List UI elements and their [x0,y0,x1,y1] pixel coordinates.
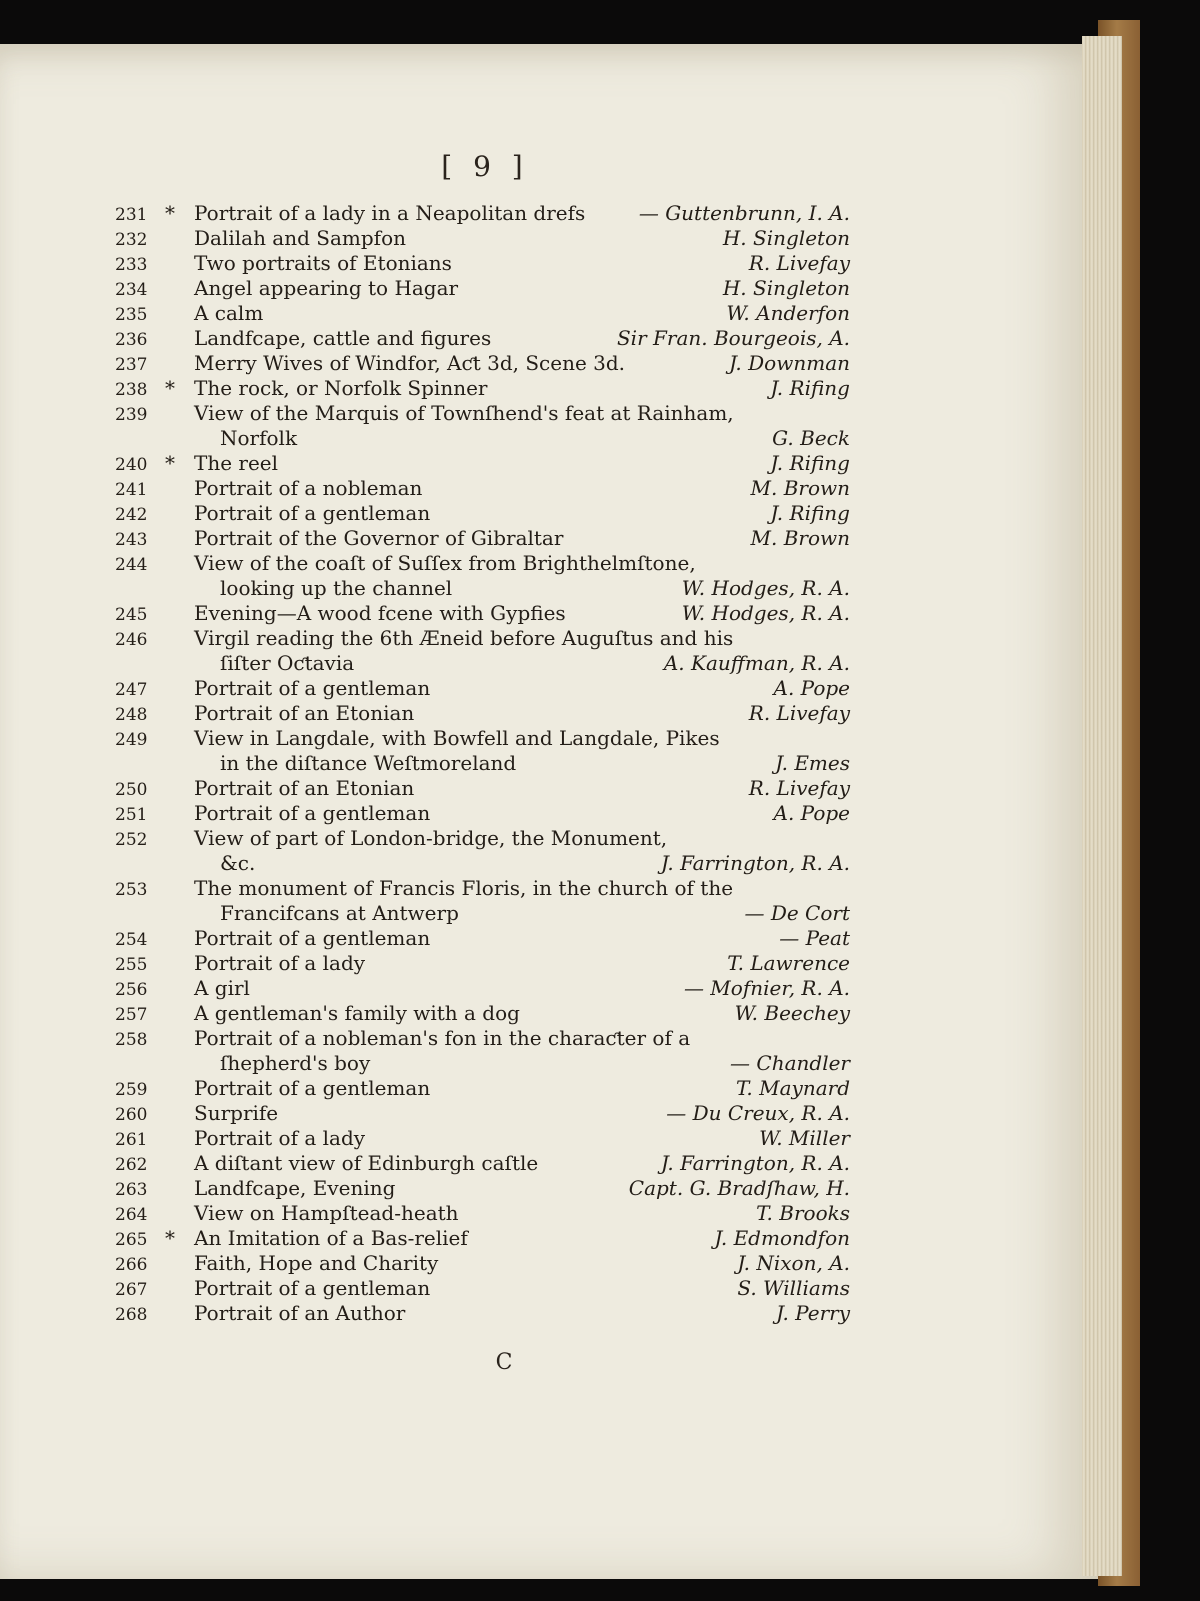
entry-artist: — De Cort [744,901,850,925]
entry-number: 267 [115,1280,148,1300]
catalogue-entry [110,500,850,526]
entry-title: Landfcape, cattle and figures [194,326,492,350]
entry-artist: J. Farrington, R. A. [660,851,850,875]
catalogue-entry-continuation [110,650,850,676]
entry-artist: A. Pope [773,801,850,825]
entry-title: Portrait of a nobleman's fon in the charaƈter of a [194,1026,691,1050]
entry-number: 258 [115,1030,148,1050]
entry-artist: — Chandler [730,1051,850,1075]
entry-number: 249 [115,730,148,750]
entry-artist: J. Emes [775,751,850,775]
entry-asterisk: * [165,201,175,225]
catalogue-entry [110,1150,850,1176]
entry-artist: T. Brooks [756,1201,850,1225]
entry-number: 231 [115,205,148,225]
entry-number: 265 [115,1230,148,1250]
entry-number: 245 [115,605,148,625]
entry-number: 243 [115,530,148,550]
catalogue-entry [110,875,850,901]
entry-artist: H. Singleton [722,226,850,250]
entry-number: 240 [115,455,148,475]
entry-artist: Sir Fran. Bourgeois, A. [616,326,850,350]
entry-title: Surprife [194,1101,279,1125]
entry-title: Evening—A wood fcene with Gypfies [194,601,566,625]
entry-artist: R. Livefay [748,251,850,275]
catalogue-entry [110,975,850,1001]
entry-number: 244 [115,555,148,575]
entry-number: 238 [115,380,148,400]
entry-title: Angel appearing to Hagar [194,276,459,300]
entry-title: Portrait of a lady [194,1126,366,1150]
entry-artist: J. Rifing [770,501,850,525]
entry-title: Norfolk [220,426,298,450]
entry-title: Portrait of an Author [194,1301,406,1325]
entry-title: looking up the channel [220,576,453,600]
entry-number: 262 [115,1155,148,1175]
entry-artist: S. Williams [737,1276,850,1300]
entry-artist: J. Edmondfon [714,1226,850,1250]
entry-title: A diſtant view of Edinburgh caſtle [194,1151,539,1175]
entry-artist: R. Livefay [748,776,850,800]
catalogue-entry [110,950,850,976]
catalogue-entry [110,1175,850,1201]
catalogue-entry-continuation [110,750,850,776]
entry-artist: — Mofnier, R. A. [683,976,850,1000]
catalogue-entry [110,625,850,651]
catalogue-entry-continuation [110,425,850,451]
entry-artist: T. Lawrence [727,951,850,975]
entry-title: View on Hampſtead-heath [194,1201,459,1225]
entry-artist: J. Rifing [770,376,850,400]
entry-title: ſiſter Oƈtavia [220,651,355,675]
signature-mark: C [495,1350,513,1375]
entry-artist: G. Beck [772,426,850,450]
entry-title: Landfcape, Evening [194,1176,396,1200]
entry-number: 236 [115,330,148,350]
entry-artist: W. Beechey [734,1001,850,1025]
entry-number: 251 [115,805,148,825]
entry-artist: T. Maynard [736,1076,850,1100]
catalogue-entry [110,300,850,326]
entry-artist: — Guttenbrunn, I. A. [638,201,850,225]
catalogue-entry [110,1100,850,1126]
entry-number: 237 [115,355,148,375]
catalogue-entry [110,1300,850,1326]
entry-title: &c. [220,851,256,875]
entry-number: 257 [115,1005,148,1025]
catalogue-entry [110,1000,850,1026]
entry-number: 261 [115,1130,148,1150]
entry-title: in the diſtance Weſtmoreland [220,751,517,775]
catalogue-entry [110,1200,850,1226]
entry-number: 232 [115,230,148,250]
entry-artist: W. Miller [759,1126,850,1150]
catalogue-entry [110,800,850,826]
catalogue-entry [110,450,850,476]
entry-asterisk: * [165,451,175,475]
entry-title: Portrait of a gentleman [194,676,431,700]
catalogue-entry-continuation [110,850,850,876]
catalogue-entry-continuation [110,1050,850,1076]
catalogue-entry [110,200,850,226]
entry-title: View of the coaſt of Suſſex from Brighthelmſtone, [194,551,696,575]
entry-title: Virgil reading the 6th Æneid before Auguſtus and his [194,626,734,650]
entry-artist: — Du Creux, R. A. [666,1101,850,1125]
entry-number: 253 [115,880,148,900]
entry-title: An Imitation of a Bas-relief [194,1226,468,1250]
entry-title: Portrait of a lady [194,951,366,975]
catalogue-entry [110,250,850,276]
catalogue-entry [110,1025,850,1051]
entry-artist: J. Nixon, A. [737,1251,850,1275]
entry-title: Portrait of a gentleman [194,926,431,950]
entry-artist: J. Rifing [770,451,850,475]
entry-title: Two portraits of Etonians [194,251,452,275]
entry-number: 254 [115,930,148,950]
entry-number: 233 [115,255,148,275]
entry-title: Portrait of a gentleman [194,501,431,525]
entry-title: Portrait of a gentleman [194,1076,431,1100]
entry-number: 241 [115,480,148,500]
catalogue-entry [110,375,850,401]
entry-title: The reel [194,451,279,475]
entry-number: 260 [115,1105,148,1125]
catalogue-entry-continuation [110,900,850,926]
catalogue-entry [110,1275,850,1301]
entry-title: ſhepherd's boy [220,1051,371,1075]
entry-number: 263 [115,1180,148,1200]
entry-title: Portrait of a nobleman [194,476,423,500]
entry-title: The rock, or Norfolk Spinner [194,376,488,400]
entry-artist: J. Farrington, R. A. [660,1151,850,1175]
entry-number: 234 [115,280,148,300]
catalogue-entry [110,600,850,626]
entry-number: 268 [115,1305,148,1325]
entry-title: Portrait of a gentleman [194,801,431,825]
entry-asterisk: * [165,376,175,400]
catalogue-entry [110,925,850,951]
catalogue-entry-continuation [110,575,850,601]
entry-title: The monument of Francis Floris, in the church of the [194,876,734,900]
entry-title: Portrait of a gentleman [194,1276,431,1300]
entry-title: Dalilah and Sampfon [194,226,406,250]
entry-artist: H. Singleton [722,276,850,300]
entry-number: 246 [115,630,148,650]
entry-number: 247 [115,680,148,700]
catalogue-entry [110,225,850,251]
entry-number: 266 [115,1255,148,1275]
entry-title: View in Langdale, with Bowfell and Langdale, Pikes [194,726,720,750]
catalogue-entry [110,1075,850,1101]
entry-title: A girl [194,976,250,1000]
catalogue-entry [110,325,850,351]
entry-number: 255 [115,955,148,975]
entry-artist: J. Perry [776,1301,850,1325]
catalogue-entry [110,475,850,501]
entry-title: Portrait of a lady in a Neapolitan drefs [194,201,586,225]
entry-artist: — Peat [779,926,850,950]
catalogue-entry [110,1225,850,1251]
entry-artist: J. Downman [728,351,850,375]
entry-asterisk: * [165,1226,175,1250]
entry-number: 256 [115,980,148,1000]
catalogue-entry [110,825,850,851]
catalogue-entry [110,550,850,576]
entry-number: 242 [115,505,148,525]
catalogue-entry [110,275,850,301]
entry-artist: Capt. G. Bradſhaw, H. [628,1176,850,1200]
entry-artist: W. Hodges, R. A. [681,601,850,625]
catalogue-entry [110,1250,850,1276]
catalogue-entry [110,700,850,726]
catalogue-entry [110,350,850,376]
entry-number: 259 [115,1080,148,1100]
entry-artist: M. Brown [750,476,850,500]
entry-title: View of part of London-bridge, the Monument, [194,826,668,850]
entry-title: A calm [194,301,264,325]
entry-artist: W. Anderfon [726,301,850,325]
catalogue-entry [110,525,850,551]
entry-title: Francifcans at Antwerp [220,901,459,925]
entry-title: Portrait of an Etonian [194,776,415,800]
catalogue-entry [110,725,850,751]
entry-artist: M. Brown [750,526,850,550]
catalogue-entry [110,1125,850,1151]
entry-title: Portrait of an Etonian [194,701,415,725]
catalogue-entry [110,775,850,801]
page-number: [ 9 ] [441,150,529,183]
catalogue-entry [110,675,850,701]
entry-number: 250 [115,780,148,800]
entry-title: View of the Marquis of Townſhend's feat at Rainham, [194,401,734,425]
entry-title: Faith, Hope and Charity [194,1251,439,1275]
entry-number: 248 [115,705,148,725]
entry-title: A gentleman's family with a dog [194,1001,520,1025]
entry-artist: W. Hodges, R. A. [681,576,850,600]
entry-title: Portrait of the Governor of Gibraltar [194,526,564,550]
entry-number: 239 [115,405,148,425]
catalogue-entry [110,400,850,426]
entry-number: 264 [115,1205,148,1225]
entry-artist: A. Pope [773,676,850,700]
entry-artist: A. Kauffman, R. A. [663,651,850,675]
entry-artist: R. Livefay [748,701,850,725]
entry-number: 252 [115,830,148,850]
entry-number: 235 [115,305,148,325]
entry-title: Merry Wives of Windfor, Aƈt 3d, Scene 3d. [194,351,626,375]
